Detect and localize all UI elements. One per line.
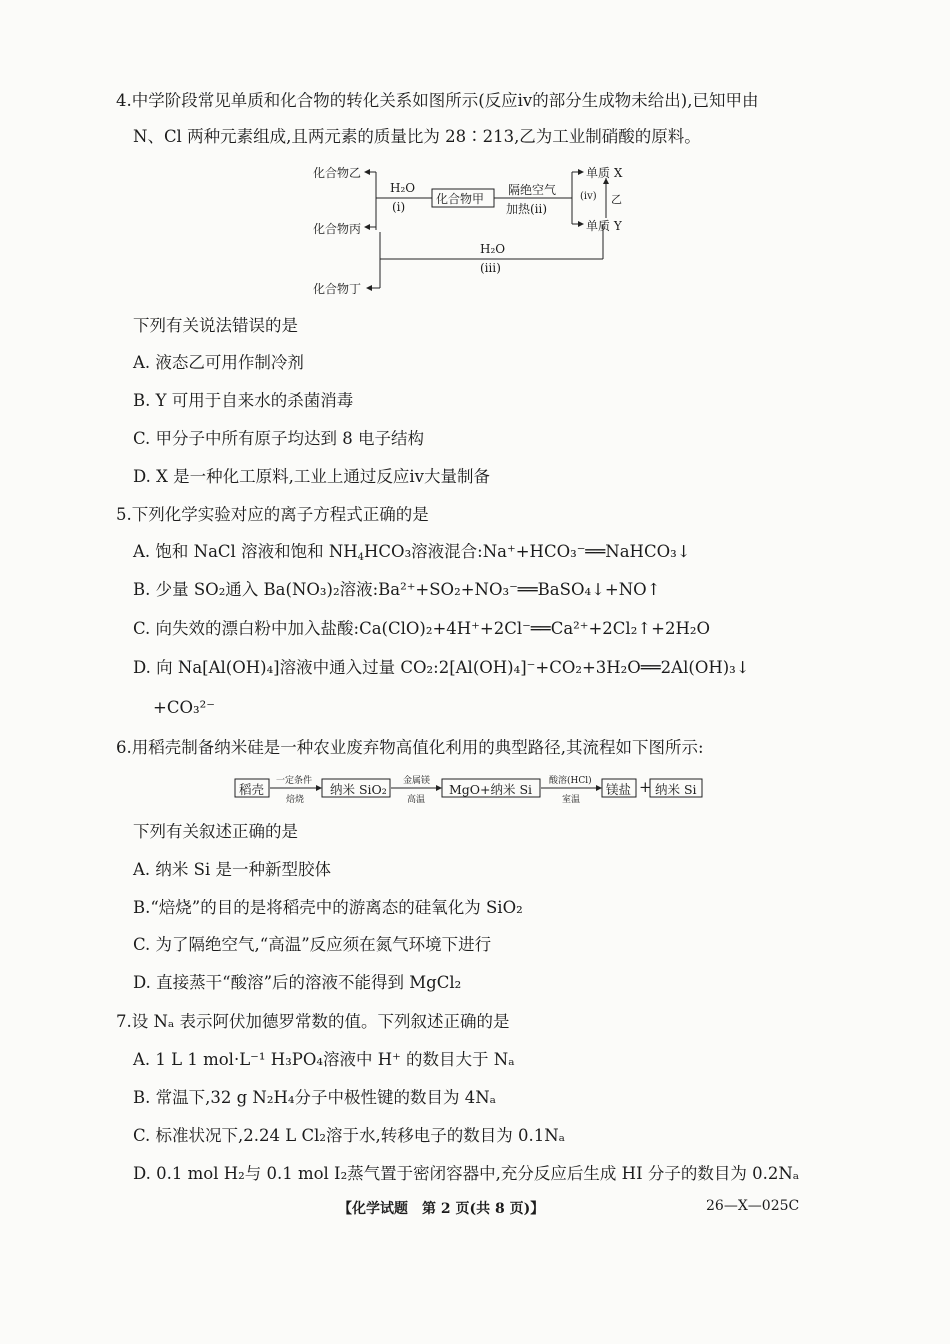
- isolate-air: 隔绝空气: [508, 183, 557, 197]
- q5-option-c: C. 向失效的漂白粉中加入盐酸:Ca(ClO)₂+4H⁺+2Cl⁻══Ca²⁺+2Cl₂↑+2H₂O: [133, 619, 710, 638]
- q4-option-b: B. Y 可用于自来水的杀菌消毒: [133, 391, 354, 410]
- flow-mg-salt: 镁盐: [606, 782, 632, 797]
- q4-option-c: C. 甲分子中所有原子均达到 8 电子结构: [133, 429, 425, 448]
- footer-page-info: 【化学试题 第 2 页(共 8 页)】: [338, 1201, 545, 1217]
- q5-option-a-prefix: A. 饱和 NaCl 溶液和饱和 NH: [133, 542, 358, 561]
- h2o-top: H₂O: [390, 181, 416, 195]
- compound-jia: 化合物甲: [436, 192, 485, 206]
- q6-option-c: C. 为了隔绝空气,“高温”反应须在氮气环境下进行: [133, 935, 492, 954]
- q6-option-a: A. 纳米 Si 是一种新型胶体: [133, 860, 331, 879]
- compound-bing: 化合物丙: [313, 222, 362, 236]
- q4-stem-line1: 4.中学阶段常见单质和化合物的转化关系如图所示(反应ⅳ的部分生成物未给出),已知甲由: [116, 91, 759, 110]
- footer-code: 26—X—025C: [706, 1198, 800, 1214]
- flow-mgo-si: MgO+纳米 Si: [449, 782, 533, 797]
- q4-option-a: A. 液态乙可用作制冷剂: [133, 353, 304, 372]
- step-iii: (ⅲ): [480, 261, 501, 275]
- q5-option-a: A. 饱和 NaCl 溶液和饱和 $NH_4HCO_3$溶液混合:Na⁺+HCO₃⁻══NaHCO₃↓: [133, 542, 691, 563]
- q7-option-a: A. 1 L 1 mol·L⁻¹ H₃PO₄溶液中 H⁺ 的数目大于 Nₐ: [133, 1050, 515, 1069]
- q6-option-d: D. 直接蒸干“酸溶”后的溶液不能得到 MgCl₂: [133, 973, 462, 992]
- element-y: 单质 Y: [586, 219, 622, 233]
- flow-cond2-bottom: 高温: [407, 795, 426, 805]
- flow-nano-si: 纳米 Si: [655, 782, 697, 797]
- flow-rice-husk: 稻壳: [239, 782, 265, 797]
- compound-ding: 化合物丁: [313, 282, 362, 296]
- q4-stem-line2: N、Cl 两种元素组成,且两元素的质量比为 28∶213,乙为工业制硝酸的原料。: [133, 127, 701, 146]
- q4-option-d: D. X 是一种化工原料,工业上通过反应ⅳ大量制备: [133, 467, 490, 486]
- q5-option-b: B. 少量 SO₂通入 Ba(NO₃)₂溶液:Ba²⁺+SO₂+NO₃⁻══BaSO₄↓+NO↑: [133, 580, 661, 599]
- q5-option-d-line2: +CO₃²⁻: [153, 698, 215, 717]
- flow-cond3-top: 酸溶(HCl): [549, 776, 592, 786]
- q5-stem: 5.下列化学实验对应的离子方程式正确的是: [116, 505, 429, 524]
- flow-plus: +: [639, 778, 652, 796]
- q4-transformation-diagram: [300, 160, 640, 300]
- q5-option-a-rest: HCO₃溶液混合:Na⁺+HCO₃⁻══NaHCO₃↓: [364, 542, 691, 561]
- yi-label: 乙: [611, 193, 622, 206]
- flow-cond3-bottom: 室温: [562, 795, 581, 805]
- q7-stem: 7.设 Nₐ 表示阿伏加德罗常数的值。下列叙述正确的是: [116, 1012, 510, 1031]
- q6-stem: 6.用稻壳制备纳米硅是一种农业废弃物高值化利用的典型路径,其流程如下图所示:: [116, 738, 704, 757]
- q6-flowchart: [232, 772, 712, 808]
- compound-yi: 化合物乙: [313, 166, 362, 180]
- step-i: (ⅰ): [392, 200, 406, 214]
- element-x: 单质 X: [586, 166, 623, 180]
- q6-prompt: 下列有关叙述正确的是: [133, 822, 298, 841]
- heat-ii: 加热(ⅱ): [506, 202, 548, 216]
- flow-cond2-top: 金属镁: [403, 776, 431, 786]
- q6-option-b: B.“焙烧”的目的是将稻壳中的游离态的硅氧化为 SiO₂: [133, 898, 523, 917]
- step-iv: (ⅳ): [580, 191, 597, 202]
- q7-option-b: B. 常温下,32 g N₂H₄分子中极性键的数目为 4Nₐ: [133, 1088, 497, 1107]
- flow-nano-sio2: 纳米 SiO₂: [330, 782, 387, 797]
- flow-cond1-bottom: 焙烧: [286, 795, 305, 805]
- flow-cond1-top: 一定条件: [276, 776, 313, 786]
- q4-prompt: 下列有关说法错误的是: [133, 316, 298, 335]
- q7-option-c: C. 标准状况下,2.24 L Cl₂溶于水,转移电子的数目为 0.1Nₐ: [133, 1126, 566, 1145]
- q7-option-d: D. 0.1 mol H₂与 0.1 mol I₂蒸气置于密闭容器中,充分反应后生成 HI 分子的数目为 0.2Nₐ: [133, 1164, 800, 1183]
- h2o-bottom: H₂O: [480, 242, 506, 256]
- q5-option-d-line1: D. 向 Na[Al(OH)₄]溶液中通入过量 CO₂:2[Al(OH)₄]⁻+CO₂+3H₂O══2Al(OH)₃↓: [133, 658, 750, 677]
